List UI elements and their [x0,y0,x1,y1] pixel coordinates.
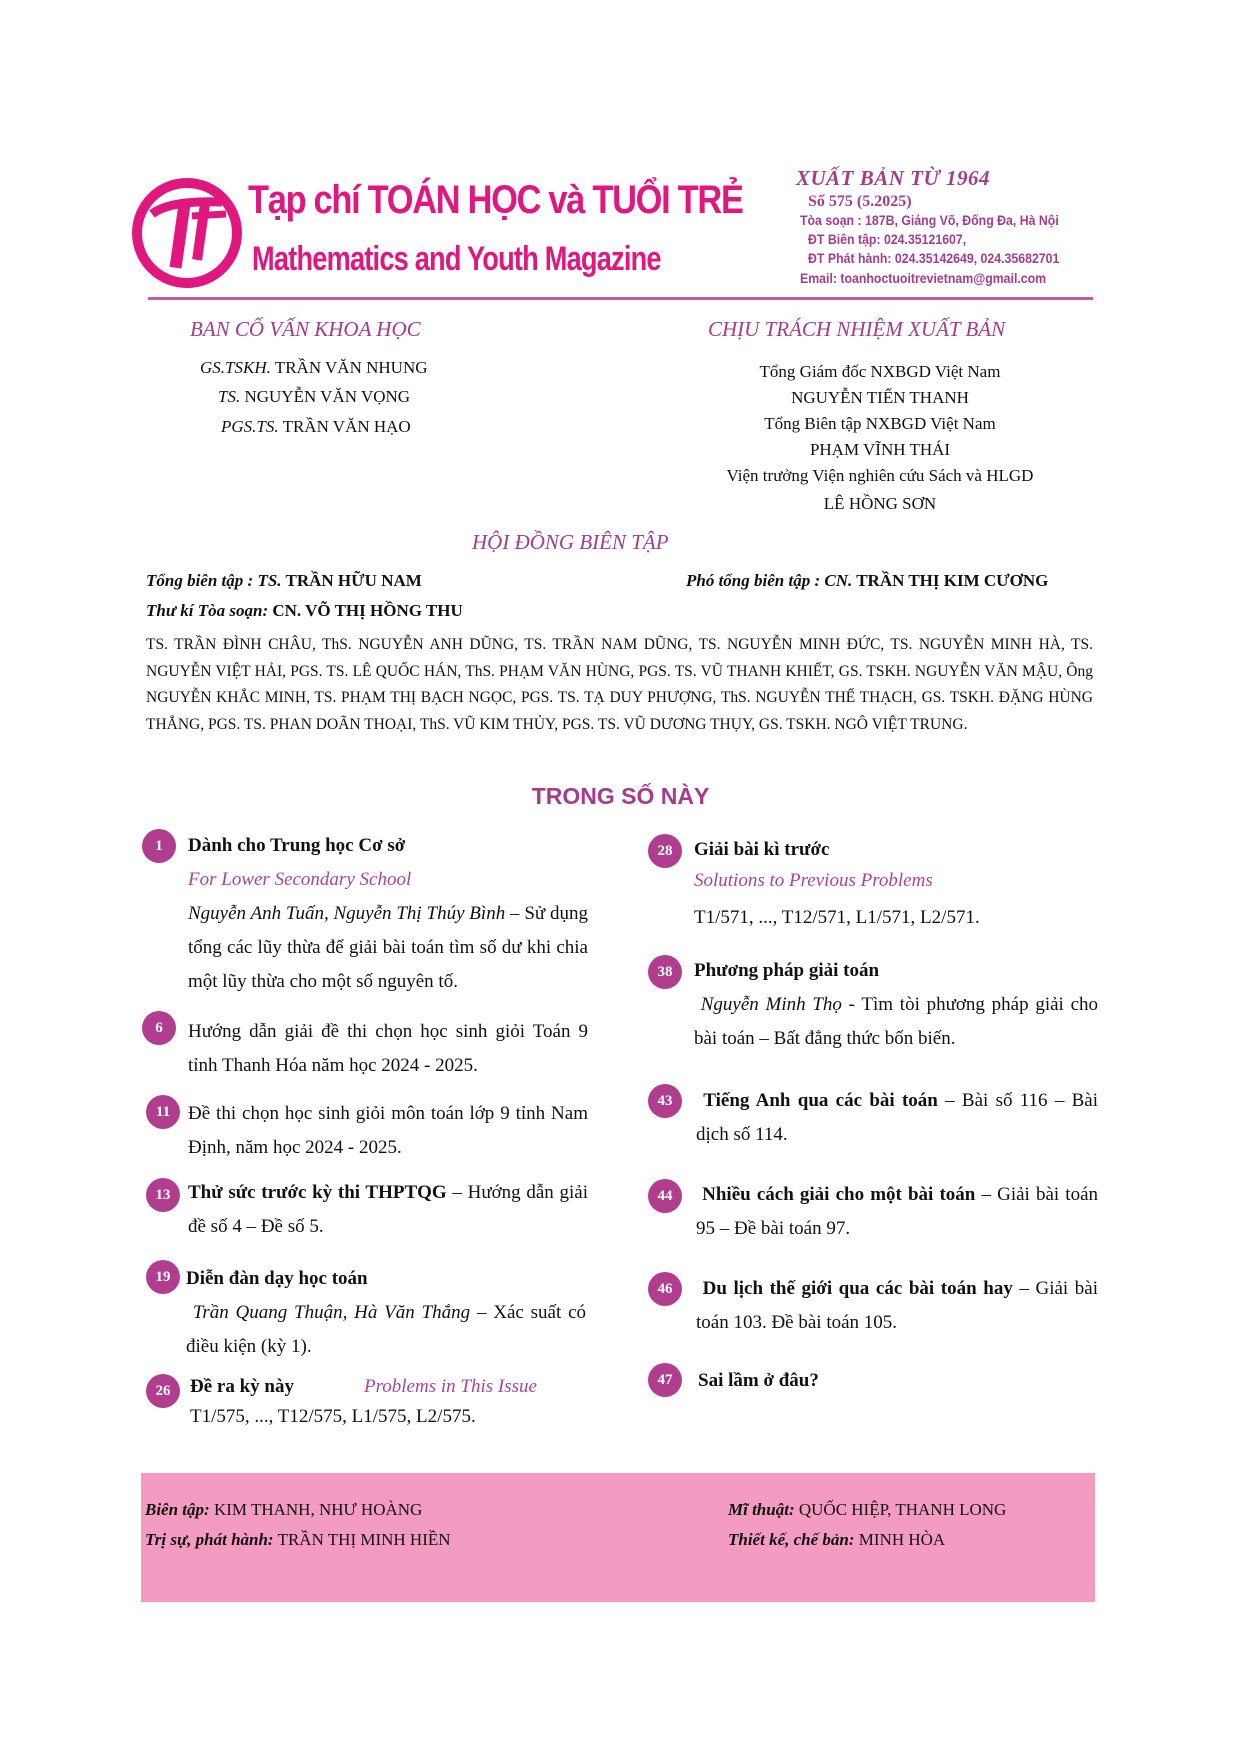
publishing-line: Tổng Biên tập NXBGD Việt Nam [764,414,996,433]
page-badge: 13 [146,1178,180,1212]
credit-art: Mĩ thuật: QUỐC HIỆP, THANH LONG [728,1500,1007,1519]
publishing-line: Viện trưởng Viện nghiên cứu Sách và HLGD [726,466,1034,485]
advisory-member: GS.TSKH. TRẦN VĂN NHUNG [200,358,428,377]
advisory-member: PGS.TS. TRẦN VĂN HẠO [221,417,411,436]
advisory-member: TS. NGUYỄN VĂN VỌNG [218,387,411,406]
page-badge: 47 [648,1363,682,1397]
toc-entry[interactable]: Thử sức trước kỳ thi THPTQG – Hướng dẫn giải đề số 4 – Đề số 5. [188,1182,588,1237]
page-badge: 1 [142,829,176,863]
toc-entry[interactable]: Hướng dẫn giải đề thi chọn học sinh giỏi Toán 9 tỉnh Thanh Hóa năm học 2024 - 2025. [188,1021,588,1076]
email: Email: toanhoctuoitrevietnam@gmail.com [800,270,1047,286]
credit-editors: Biên tập: KIM THANH, NHƯ HOÀNG [145,1500,423,1519]
credit-design: Thiết kế, chế bản: MINH HÒA [728,1530,946,1549]
toc-entry[interactable]: Nhiều cách giải cho một bài toán – Giải bài toán 95 – Đề bài toán 97. [696,1184,1099,1239]
publishing-line: Tổng Giám đốc NXBGD Việt Nam [759,362,1001,381]
magazine-logo [130,176,244,290]
toc-entry[interactable]: Diễn đàn dạy học toán Trần Quang Thuận, Hà Văn Thắng – Xác suất có điều kiện (kỳ 1). [186,1268,586,1357]
toc-entry[interactable]: Sai lầm ở đâu? [698,1370,819,1391]
page-badge: 38 [648,955,682,989]
toc-entry[interactable]: Tiếng Anh qua các bài toán – Bài số 116 – Bài dịch số 114. [696,1090,1098,1145]
phone-editor: ĐT Biên tập: 024.35121607, [808,231,967,247]
toc-entry[interactable]: Phương pháp giải toán Nguyễn Minh Thọ - Tìm tòi phương pháp giải cho bài toán – Bất đẳng thức bốn biến. [694,960,1098,1049]
page-badge: 28 [648,834,682,868]
toc-entry[interactable]: Đề ra kỳ này Problems in This Issue T1/575, ..., T12/575, L1/575, L2/575. [190,1376,537,1427]
page-badge: 43 [648,1084,682,1118]
page-badge: 19 [146,1260,180,1294]
page-badge: 11 [146,1095,180,1129]
toc-entry[interactable]: Giải bài kì trước Solutions to Previous Problems T1/571, ..., T12/571, L1/571, L2/571. [694,839,980,928]
publishing-line: PHẠM VĨNH THÁI [809,440,951,459]
chief-editor: Tổng biên tập : TS. TRẦN HỮU NAM [146,571,422,590]
toc-entry[interactable]: Dành cho Trung học Cơ sở For Lower Secondary School Nguyễn Anh Tuấn, Nguyễn Thị Thúy Bình – Sử dụng tổng các lũy thừa để giải bài toán tìm số dư khi chia một lũy thừa cho một số nguyên tố. [188,835,588,992]
board-members: TS. TRẦN ĐÌNH CHÂU, ThS. NGUYỄN ANH DŨNG, TS. TRẦN NAM DŨNG, TS. NGUYỄN MINH ĐỨC, TS. NGUYỄN MINH HÀ, TS. NGUYỄN VIỆT HẢI, PGS. TS. LÊ QUỐC HÁN, ThS. PHẠM VĂN HÙNG, PGS. TS. VŨ THANH KHIẾT, GS. TSKH. NGUYỄN VĂN MẬU, Ông NGUYỄN KHẮC MINH, TS. PHẠM THỊ BẠCH NGỌC, PGS. TS. TẠ DUY PHƯỢNG, ThS. NGUYỄN THẾ THẠCH, GS. TSKH. ĐẶNG HÙNG THẮNG, PGS. TS. PHAN DOÃN THOẠI, ThS. VŨ KIM THỦY, PGS. TS. VŨ DƯƠNG THỤY, GS. TSKH. NGÔ VIỆT TRUNG. [146,636,1093,733]
page-badge: 44 [648,1179,682,1213]
publishing-heading: CHỊU TRÁCH NHIỆM XUẤT BẢN [708,317,1006,341]
issue-number: Số 575 (5.2025) [808,193,912,210]
phone-publish: ĐT Phát hành: 024.35142649, 024.35682701 [808,250,1060,266]
toc-entry[interactable]: Du lịch thế giới qua các bài toán hay – Giải bài toán 103. Đề bài toán 105. [696,1278,1099,1333]
magazine-title-en: Mathematics and Youth Magazine [252,240,661,278]
advisory-heading: BAN CỐ VẤN KHOA HỌC [190,317,421,341]
header-divider [148,297,1093,300]
contents-heading: TRONG SỐ NÀY [531,783,710,809]
page-badge: 46 [648,1272,682,1306]
page-badge: 6 [142,1011,176,1045]
publishing-line: NGUYỄN TIẾN THANH [791,388,969,407]
since-year: XUẤT BẢN TỪ 1964 [796,166,991,190]
office-address: Tòa soạn : 187B, Giảng Võ, Đống Đa, Hà Nội [800,212,1059,228]
magazine-title-vn: Tạp chí TOÁN HỌC và TUỔI TRẺ [248,178,743,222]
deputy-editor: Phó tổng biên tập : CN. TRẦN THỊ KIM CƯƠNG [686,571,1049,590]
secretary: Thư kí Tòa soạn: CN. VÕ THỊ HỒNG THU [146,601,463,620]
board-heading: HỘI ĐỒNG BIÊN TẬP [472,530,669,554]
toc-entry[interactable]: Đề thi chọn học sinh giỏi môn toán lớp 9 tỉnh Nam Định, năm học 2024 - 2025. [188,1103,588,1158]
page-badge: 26 [146,1374,180,1408]
credit-admin: Trị sự, phát hành: TRẦN THỊ MINH HIỀN [145,1530,451,1549]
publishing-line: LÊ HỒNG SƠN [823,494,937,513]
